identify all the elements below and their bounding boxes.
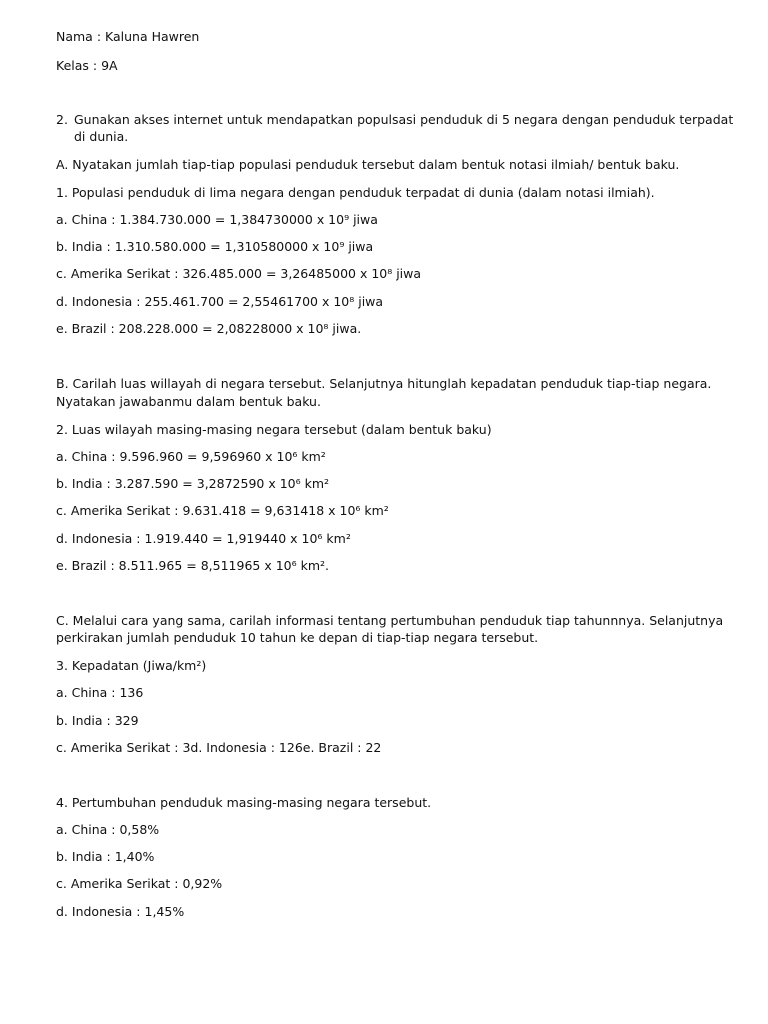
student-class: Kelas : 9A (56, 58, 118, 73)
part-b-heading-2: Nyatakan jawabanmu dalam bentuk baku. (56, 394, 321, 409)
part-b-subheading: 2. Luas wilayah masing-masing negara tersebut (dalam bentuk baku) (56, 422, 492, 437)
question-number: 2. (56, 112, 68, 127)
growth-item: a. China : 0,58% (56, 822, 160, 837)
area-item: a. China : 9.596.960 = 9,596960 x 10⁶ km² (56, 449, 326, 464)
part-c-heading-2: perkirakan jumlah penduduk 10 tahun ke depan di tiap-tiap negara tersebut. (56, 630, 539, 645)
growth-heading: 4. Pertumbuhan penduduk masing-masing negara tersebut. (56, 795, 432, 810)
area-item: b. India : 3.287.590 = 3,2872590 x 10⁶ km² (56, 476, 330, 491)
student-name: Nama : Kaluna Hawren (56, 29, 200, 44)
density-heading: 3. Kepadatan (Jiwa/km²) (56, 658, 207, 673)
area-item: c. Amerika Serikat : 9.631.418 = 9,631418 x 10⁶ km² (56, 503, 389, 518)
population-item: b. India : 1.310.580.000 = 1,310580000 x 10⁹ jiwa (56, 239, 374, 254)
density-item: c. Amerika Serikat : 3d. Indonesia : 126e. Brazil : 22 (56, 740, 382, 755)
area-item: d. Indonesia : 1.919.440 = 1,919440 x 10⁶ km² (56, 531, 351, 546)
growth-item: b. India : 1,40% (56, 849, 155, 864)
growth-item: c. Amerika Serikat : 0,92% (56, 876, 223, 891)
population-item: c. Amerika Serikat : 326.485.000 = 3,26485000 x 10⁸ jiwa (56, 266, 422, 281)
question-text-1: Gunakan akses internet untuk mendapatkan populsasi penduduk di 5 negara dengan penduduk terpadat (74, 112, 734, 127)
part-b-heading-1: B. Carilah luas willayah di negara tersebut. Selanjutnya hitunglah kepadatan penduduk tiap-tiap negara. (56, 376, 712, 391)
population-item: d. Indonesia : 255.461.700 = 2,55461700 x 10⁸ jiwa (56, 294, 384, 309)
area-item: e. Brazil : 8.511.965 = 8,511965 x 10⁶ km². (56, 558, 329, 573)
part-c-heading-1: C. Melalui cara yang sama, carilah informasi tentang pertumbuhan penduduk tiap tahunnnya. Selanjutnya (56, 613, 724, 628)
part-a-subheading: 1. Populasi penduduk di lima negara dengan penduduk terpadat di dunia (dalam notasi ilmiah). (56, 185, 655, 200)
population-item: e. Brazil : 208.228.000 = 2,08228000 x 10⁸ jiwa. (56, 321, 362, 336)
question-line-1 (56, 111, 733, 128)
density-item: a. China : 136 (56, 685, 144, 700)
density-item: b. India : 329 (56, 713, 139, 728)
part-a-heading: A. Nyatakan jumlah tiap-tiap populasi penduduk tersebut dalam bentuk notasi ilmiah/ bentuk baku. (56, 157, 680, 172)
growth-item: d. Indonesia : 1,45% (56, 904, 185, 919)
population-item: a. China : 1.384.730.000 = 1,384730000 x 10⁹ jiwa (56, 212, 378, 227)
question-line-2: di dunia. (74, 129, 129, 144)
